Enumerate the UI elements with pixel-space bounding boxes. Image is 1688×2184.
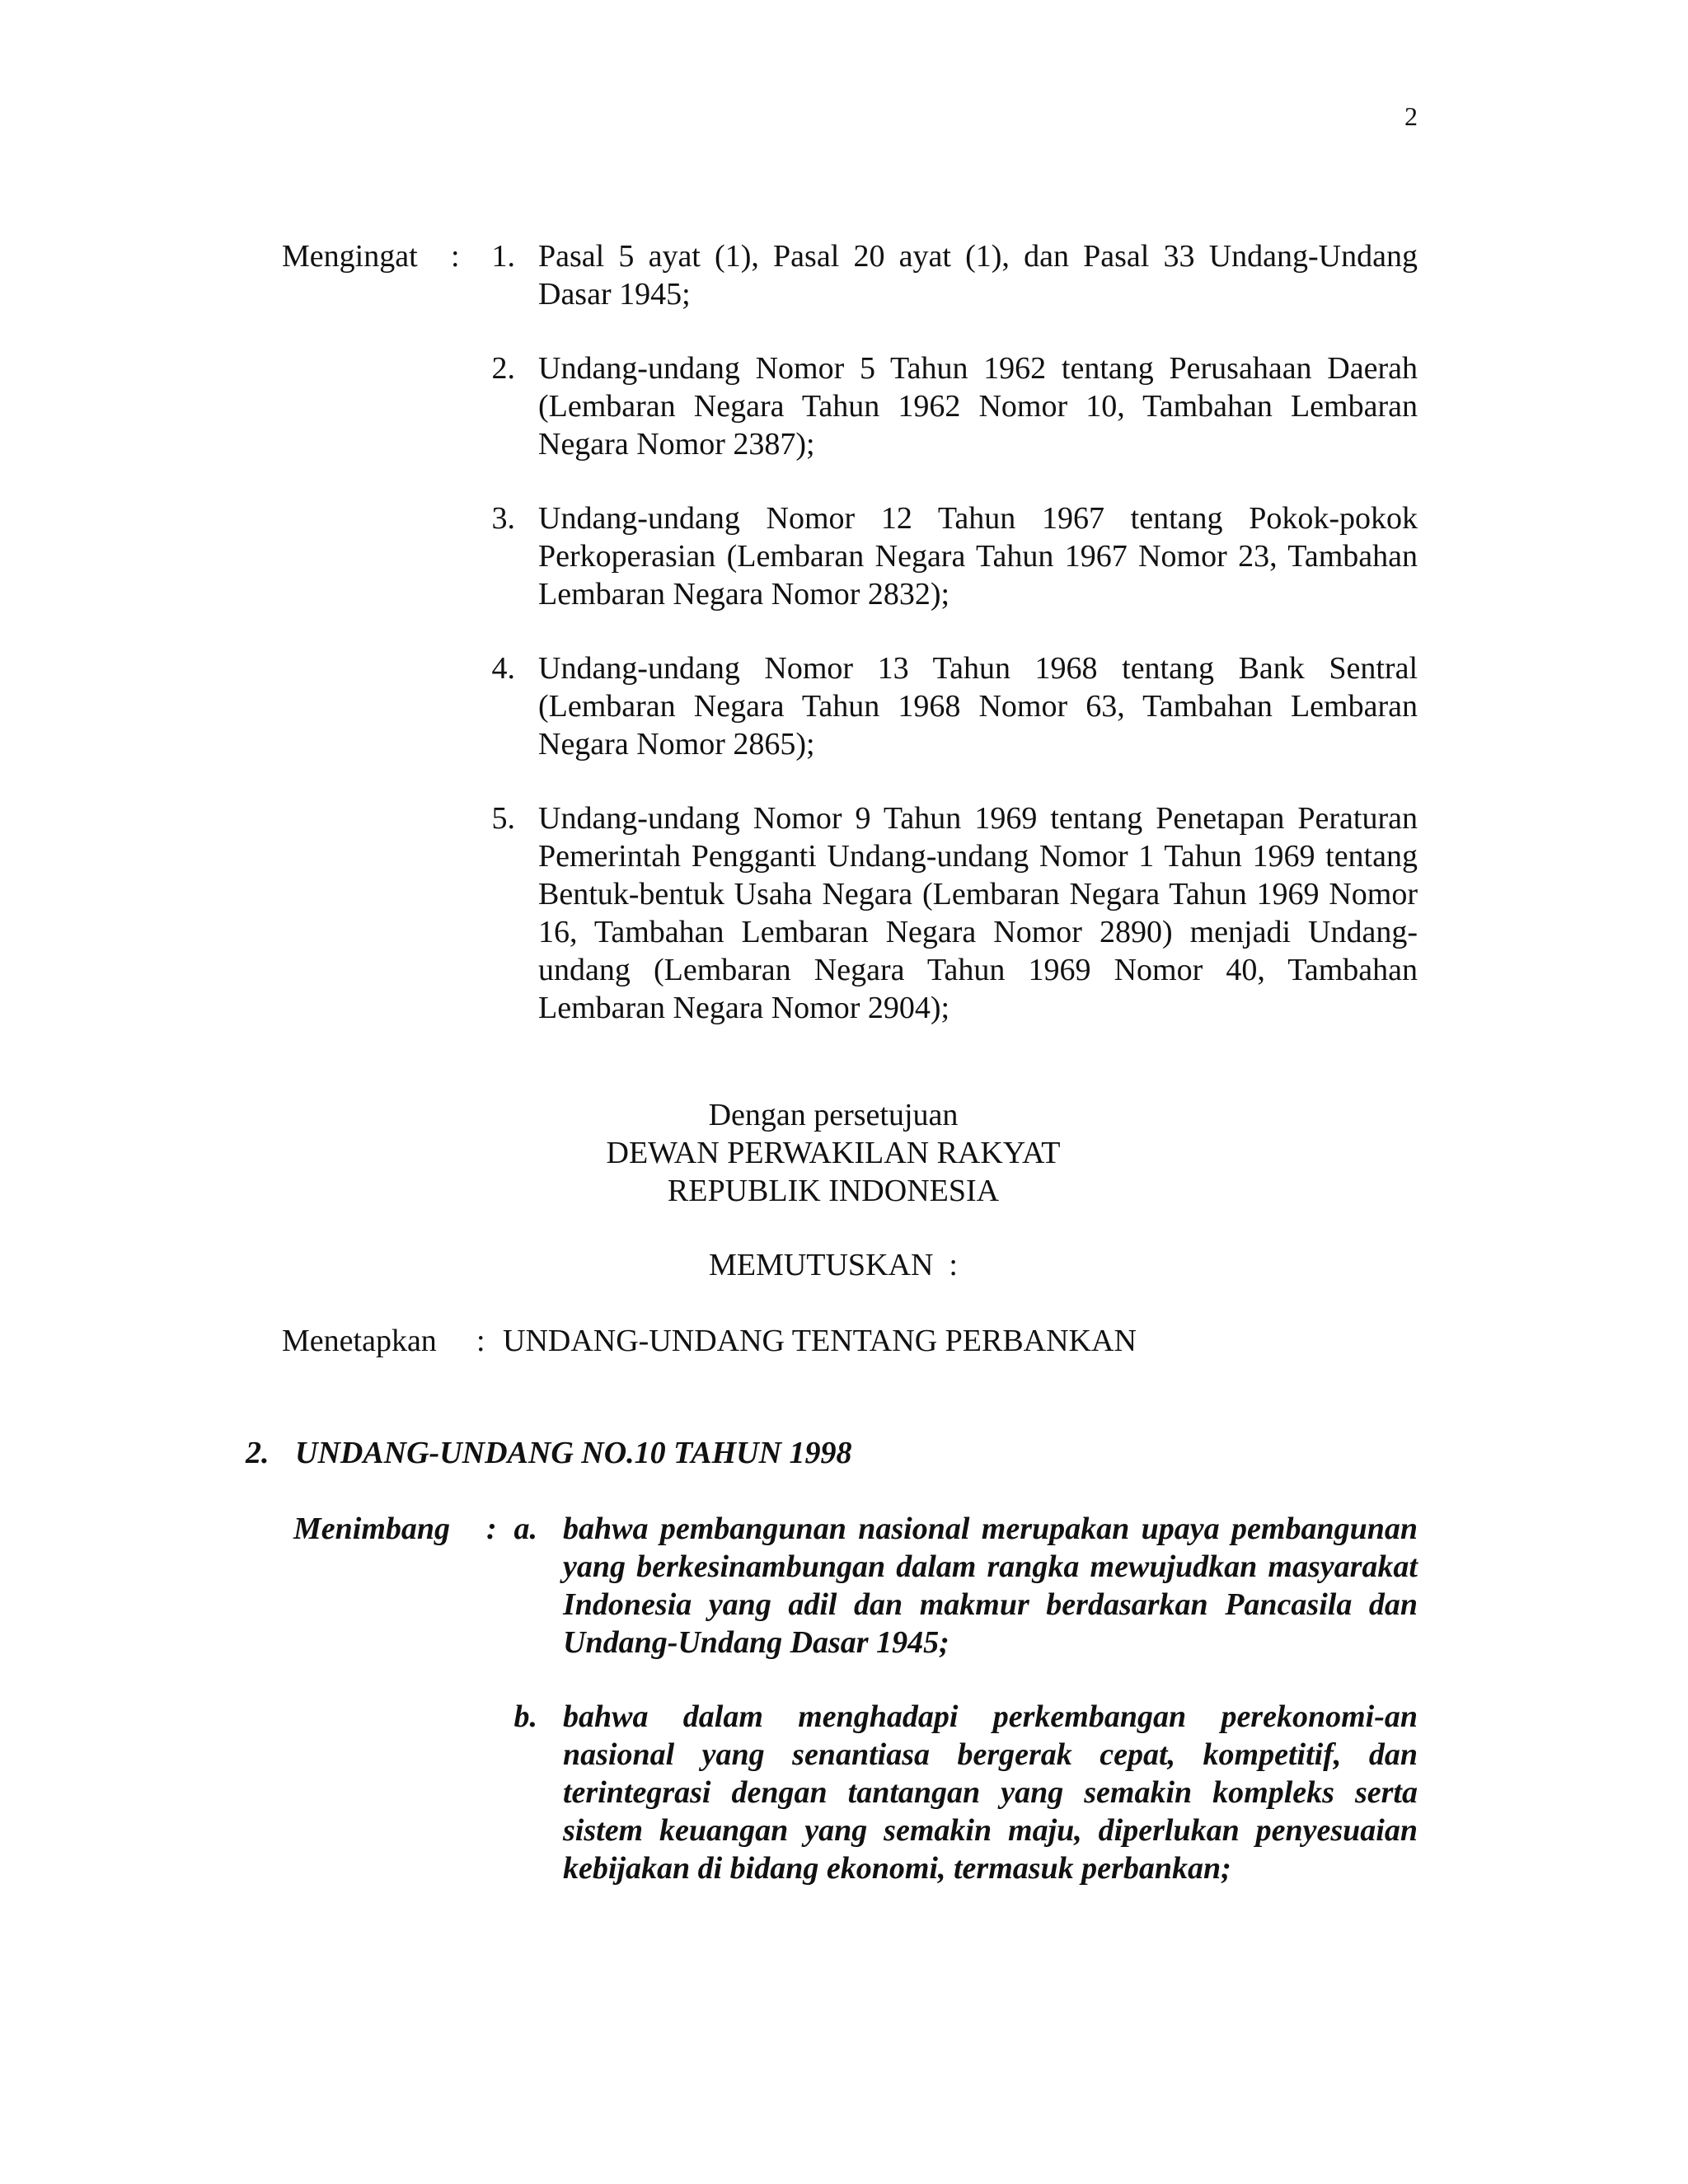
item-text: Undang-undang Nomor 5 Tahun 1962 tentang Perusahaan Daerah (Lembaran Negara Tahun 1962 Nomor 10, Tambahan Lembaran Negara Nomor 2387); [538,351,1418,462]
menetapkan-text: UNDANG-UNDANG TENTANG PERBANKAN [503,1324,1137,1358]
item-number: 2. [491,351,515,386]
item-letter: b. [513,1699,537,1734]
item-text: Undang-undang Nomor 12 Tahun 1967 tentang Pokok-pokok Perkoperasian (Lembaran Negara Tahun 1967 Nomor 23, Tambahan Lembaran Negara Nomor 2832); [538,501,1418,612]
section-title: UNDANG-UNDANG NO.10 TAHUN 1998 [295,1436,852,1470]
menetapkan-label: Menetapkan [282,1324,437,1358]
item-number: 4. [491,651,515,686]
institution-name: DEWAN PERWAKILAN RAKYAT [606,1136,1061,1170]
item-number: 1. [491,239,515,274]
memutuskan-heading: MEMUTUSKAN : [709,1248,958,1282]
item-text: bahwa pembangunan nasional merupakan upaya pembangunan yang berkesinambungan dalam rangka mewujudkan masyarakat Indonesia yang adil dan makmur berdasarkan Pancasila dan Undang-Undang Dasar 1945; [563,1511,1418,1660]
item-letter: a. [513,1511,537,1546]
page-number: 2 [1404,101,1418,131]
item-text: bahwa dalam menghadapi perkembangan perekonomi-an nasional yang senantiasa bergerak cepat, kompetitif, dan terintegrasi dengan tantangan yang semakin kompleks serta sistem keuangan yang semakin maju, diperlukan penyesuaian kebijakan di bidang ekonomi, termasuk perbankan; [563,1699,1418,1886]
menimbang-colon: : [486,1511,497,1546]
section-number: 2. [246,1436,270,1470]
persetujuan-block [0,1096,1667,1210]
item-number: 5. [491,801,515,836]
menetapkan-colon: : [476,1324,485,1358]
country-name: REPUBLIK INDONESIA [667,1174,1000,1208]
mengingat-colon: : [451,239,460,274]
mengingat-label: Mengingat [282,239,418,274]
persetujuan-line: Dengan persetujuan [708,1098,959,1132]
item-number: 3. [491,501,515,536]
item-text: Pasal 5 ayat (1), Pasal 20 ayat (1), dan Pasal 33 Undang-Undang Dasar 1945; [538,239,1418,312]
item-text: Undang-undang Nomor 13 Tahun 1968 tentang Bank Sentral (Lembaran Negara Tahun 1968 Nomor 63, Tambahan Lembaran Negara Nomor 2865); [538,651,1418,762]
menimbang-label: Menimbang [293,1511,451,1546]
item-text: Undang-undang Nomor 9 Tahun 1969 tentang Penetapan Peraturan Pemerintah Pengganti Undang-undang Nomor 1 Tahun 1969 tentang Bentuk-bentuk Usaha Negara (Lembaran Negara Tahun 1969 Nomor 16, Tambahan Lembaran Negara Nomor 2890) menjadi Undang-undang (Lembaran Negara Tahun 1969 Nomor 40, Tambahan Lembaran Negara Nomor 2904); [538,801,1418,1025]
